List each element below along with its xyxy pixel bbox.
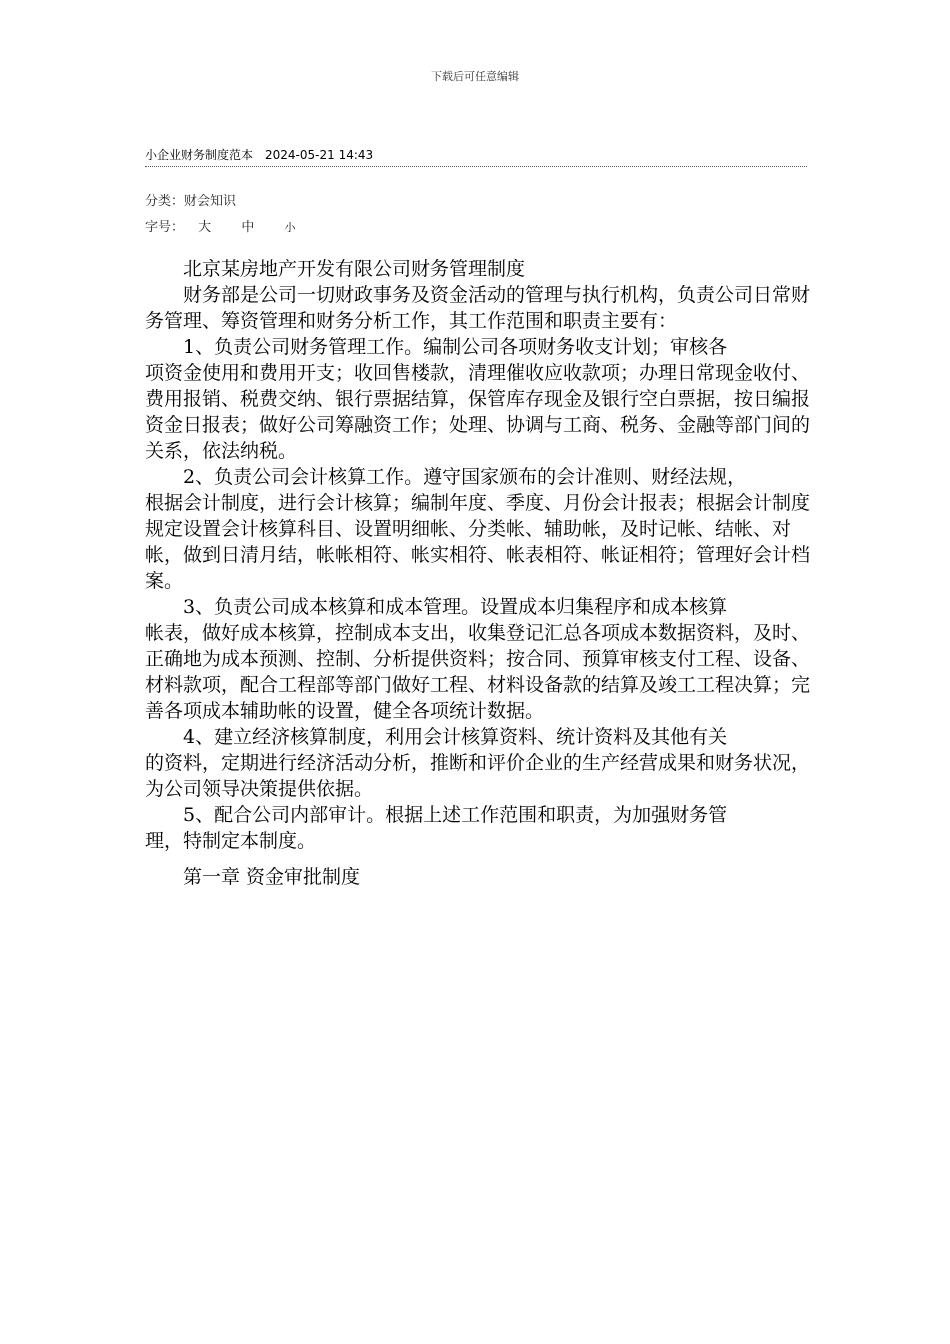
font-size-medium-link[interactable]: 中 xyxy=(241,220,255,235)
intro-paragraph: 财务部是公司一切财政事务及资金活动的管理与执行机构，负责公司日常财务管理、筹资管理和财务分析工作，其工作范围和职责主要有： xyxy=(145,284,811,332)
item-4-body: 的资料，定期进行经济活动分析，推断和评价企业的生产经营成果和财务状况，为公司领导决策提供依据。 xyxy=(145,752,811,800)
item-1-first-line: 1、负责公司财务管理工作。编制公司各项财务收支计划；审核各 xyxy=(183,336,728,358)
item-1-body: 项资金使用和费用开支；收回售楼款，清理催收应收款项；办理日常现金收付、费用报销、税费交纳、银行票据结算，保管库存现金及银行空白票据，按日编报资金日报表；做好公司筹融资工作；处理、协调与工商、税务、金融等部门间的关系，依法纳税。 xyxy=(145,362,811,462)
item-3-body: 帐表，做好成本核算，控制成本支出，收集登记汇总各项成本数据资料，及时、正确地为成本预测、控制、分析提供资料；按合同、预算审核支付工程、设备、材料款项，配合工程部等部门做好工程、材料设备款的结算及竣工工程决算；完善各项成本辅助帐的设置，健全各项统计数据。 xyxy=(145,622,811,722)
item-3-first-line: 3、负责公司成本核算和成本管理。设置成本归集程序和成本核算 xyxy=(183,596,728,618)
font-size-label: 字号： xyxy=(145,220,185,235)
item-5-body: 理，特制定本制度。 xyxy=(145,830,317,852)
company-title: 北京某房地产开发有限公司财务管理制度 xyxy=(183,258,526,280)
item-2-body: 根据会计制度，进行会计核算；编制年度、季度、月份会计报表；根据会计制度规定设置会计核算科目、设置明细帐、分类帐、辅助帐，及时记帐、结帐、对帐，做到日清月结，帐帐相符、帐实相符、帐表相符、帐证相符；管理好会计档案。 xyxy=(145,492,811,592)
font-size-large-link[interactable]: 大 xyxy=(198,220,212,235)
header-note: 下载后可任意编辑 xyxy=(431,70,519,83)
category-value[interactable]: 财会知识 xyxy=(184,194,237,209)
chapter-title: 第一章 资金审批制度 xyxy=(183,866,361,888)
category-label: 分类： xyxy=(145,194,185,209)
document-datetime: 2024-05-21 14:43 xyxy=(265,148,374,162)
item-4-first-line: 4、建立经济核算制度，利用会计核算资料、统计资料及其他有关 xyxy=(183,726,728,748)
document-body xyxy=(145,256,810,890)
font-size-small-link[interactable]: 小 xyxy=(284,221,296,234)
document-title: 小企业财务制度范本 xyxy=(145,148,254,162)
category-line xyxy=(145,190,236,209)
item-5-first-line: 5、配合公司内部审计。根据上述工作范围和职责，为加强财务管 xyxy=(183,804,728,826)
document-header xyxy=(145,146,807,167)
item-2-first-line: 2、负责公司会计核算工作。遵守国家颁布的会计准则、财经法规， xyxy=(183,466,747,488)
font-size-line xyxy=(145,216,311,235)
